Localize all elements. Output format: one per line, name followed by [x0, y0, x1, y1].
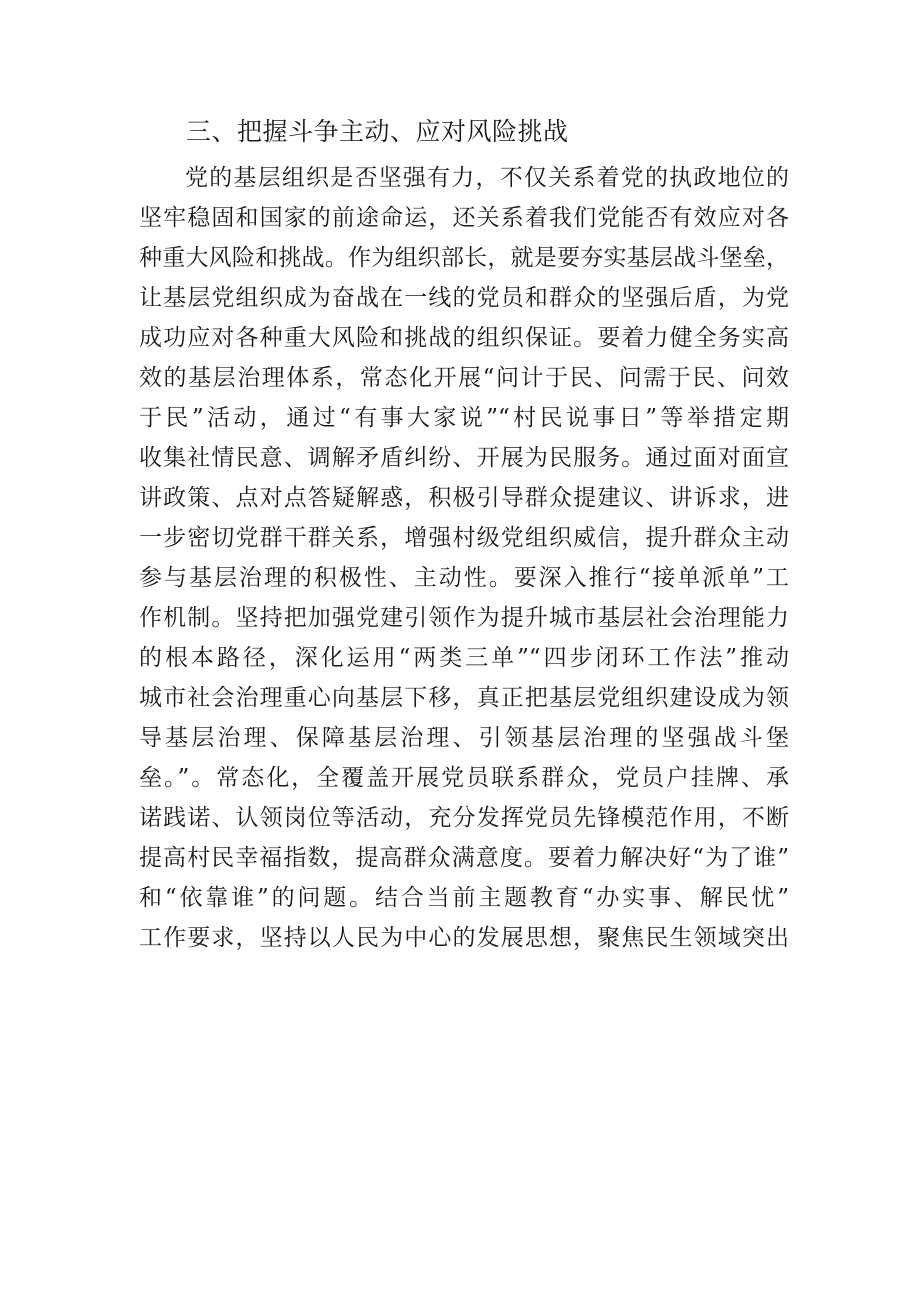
paragraph-line: 于民”活动，通过“有事大家说”“村民说事日”等举措定期 — [139, 405, 789, 431]
paragraph-line: 坚牢稳固和国家的前途命运，还关系着我们党能否有效应对各 — [139, 205, 789, 231]
paragraph-line: 工作要求，坚持以人民为中心的发展思想，聚焦民生领域突出 — [139, 925, 789, 951]
paragraph-line: 参与基层治理的积极性、主动性。要深入推行“接单派单”工 — [139, 565, 789, 591]
paragraph-line: 种重大风险和挑战。作为组织部长，就是要夯实基层战斗堡垒， — [139, 245, 789, 271]
paragraph-line: 效的基层治理体系，常态化开展“问计于民、问需于民、问效 — [139, 365, 789, 391]
paragraph-line: 讲政策、点对点答疑解惑，积极引导群众提建议、讲诉求，进 — [139, 485, 789, 511]
paragraph-line: 成功应对各种重大风险和挑战的组织保证。要着力健全务实高 — [139, 325, 789, 351]
paragraph-line: 作机制。坚持把加强党建引领作为提升城市基层社会治理能力 — [139, 605, 789, 631]
paragraph-line: 导基层治理、保障基层治理、引领基层治理的坚强战斗堡 — [139, 725, 789, 751]
paragraph-line: 提高村民幸福指数，提高群众满意度。要着力解决好“为了谁” — [139, 845, 789, 871]
paragraph-line: 的根本路径，深化运用“两类三单”“四步闭环工作法”推动 — [139, 645, 789, 671]
paragraph-line: 垒。”。常态化，全覆盖开展党员联系群众，党员户挂牌、承 — [139, 765, 789, 791]
paragraph-line: 和“依靠谁”的问题。结合当前主题教育“办实事、解民忧” — [139, 885, 789, 911]
paragraph-line: 让基层党组织成为奋战在一线的党员和群众的坚强后盾，为党 — [139, 285, 789, 311]
body-paragraph — [139, 158, 789, 958]
section-heading: 三、把握斗争主动、应对风险挑战 — [186, 117, 569, 146]
paragraph-line: 收集社情民意、调解矛盾纠纷、开展为民服务。通过面对面宣 — [139, 445, 789, 471]
paragraph-line: 党的基层组织是否坚强有力，不仅关系着党的执政地位的 — [185, 165, 789, 191]
paragraph-line: 城市社会治理重心向基层下移，真正把基层党组织建设成为领 — [139, 685, 789, 711]
paragraph-line: 一步密切党群干群关系，增强村级党组织威信，提升群众主动 — [139, 525, 789, 551]
paragraph-line: 诺践诺、认领岗位等活动，充分发挥党员先锋模范作用，不断 — [139, 805, 789, 831]
